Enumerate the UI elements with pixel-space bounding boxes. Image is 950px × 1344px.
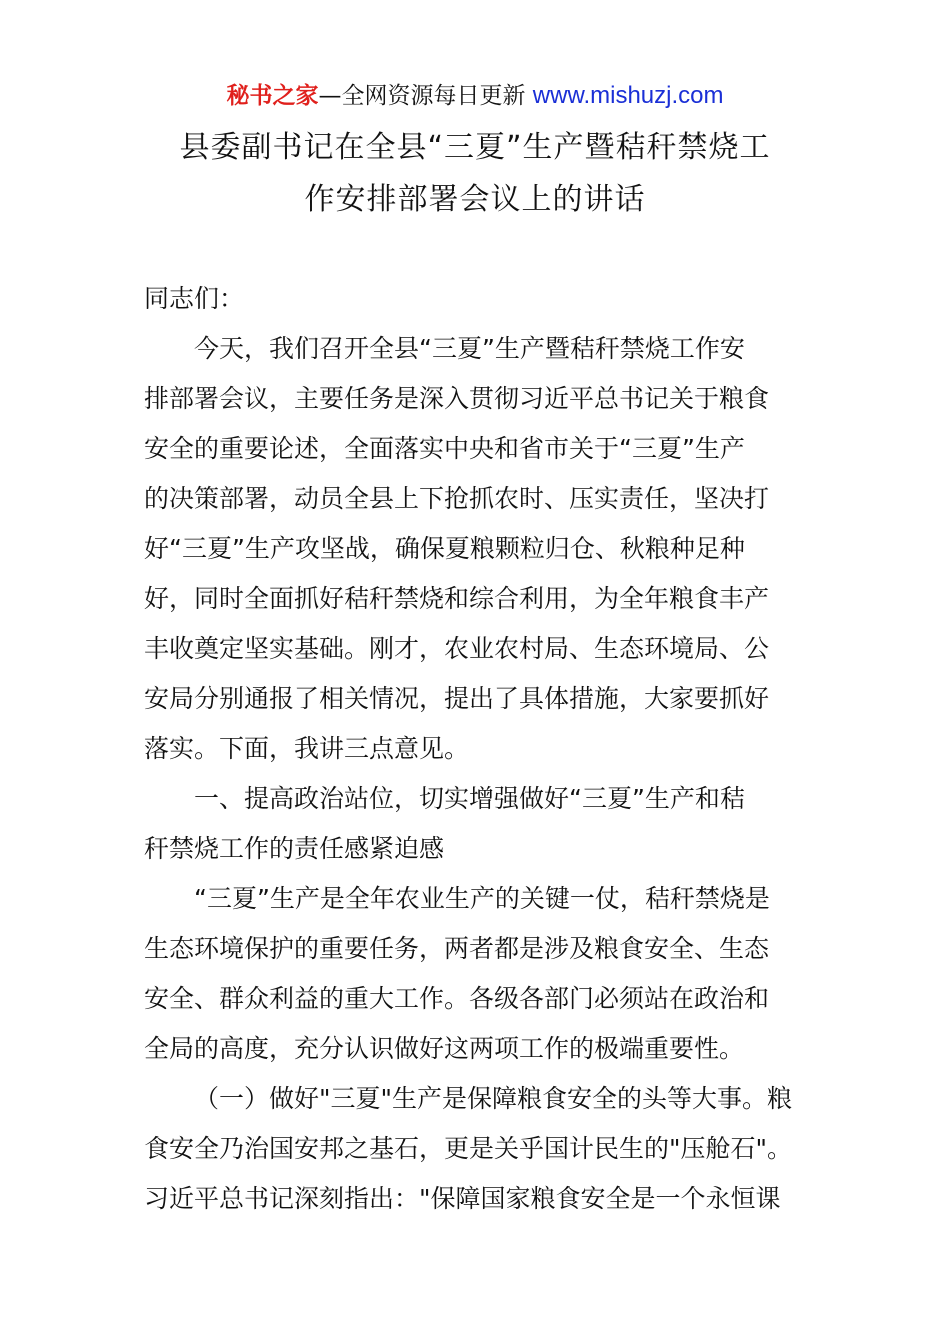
body-line: 好，同时全面抓好秸秆禁烧和综合利用，为全年粮食丰产	[144, 584, 770, 613]
body-line: 安全的重要论述，全面落实中央和省市关于“三夏”生产	[144, 434, 745, 463]
body-line: “三夏”生产是全年农业生产的关键一仗，秸秆禁烧是	[194, 884, 770, 913]
body-line: （一）做好"三夏"生产是保障粮食安全的头等大事。粮	[194, 1084, 793, 1113]
section-heading: 秆禁烧工作的责任感紧迫感	[144, 834, 445, 863]
site-header	[0, 80, 950, 112]
document-body	[144, 274, 812, 1224]
title-line: 县委副书记在全县“三夏”生产暨秸秆禁烧工	[179, 130, 771, 165]
site-url-link[interactable]: www.mishuzj.com	[532, 82, 724, 109]
title-line: 作安排部署会议上的讲话	[304, 182, 646, 217]
body-line: 排部署会议，主要任务是深入贯彻习近平总书记关于粮食	[144, 384, 770, 413]
body-line: 安全、群众利益的重大工作。各级各部门必须站在政治和	[144, 984, 770, 1013]
section-heading: 一、提高政治站位，切实增强做好“三夏”生产和秸	[194, 784, 745, 813]
brand-name: 秘书之家	[226, 83, 319, 109]
body-line: 的决策部署，动员全县上下抢抓农时、压实责任，坚决打	[144, 484, 770, 513]
body-line: 食安全乃治国安邦之基石，更是关乎国计民生的"压舱石"。	[144, 1134, 793, 1163]
body-line: 习近平总书记深刻指出："保障国家粮食安全是一个永恒课	[144, 1184, 781, 1213]
salutation: 同志们：	[144, 284, 245, 313]
body-line: 好“三夏”生产攻坚战，确保夏粮颗粒归仓、秋粮种足种	[144, 534, 745, 563]
header-tagline: —全网资源每日更新	[318, 83, 533, 109]
body-line: 丰收奠定坚实基础。刚才，农业农村局、生态环境局、公	[144, 634, 770, 663]
body-line: 今天，我们召开全县“三夏”生产暨秸秆禁烧工作安	[194, 334, 745, 363]
document-title	[130, 122, 820, 226]
body-line: 生态环境保护的重要任务，两者都是涉及粮食安全、生态	[144, 934, 770, 963]
body-line: 落实。下面，我讲三点意见。	[144, 734, 470, 763]
body-line: 安局分别通报了相关情况，提出了具体措施，大家要抓好	[144, 684, 770, 713]
body-line: 全局的高度，充分认识做好这两项工作的极端重要性。	[144, 1034, 745, 1063]
